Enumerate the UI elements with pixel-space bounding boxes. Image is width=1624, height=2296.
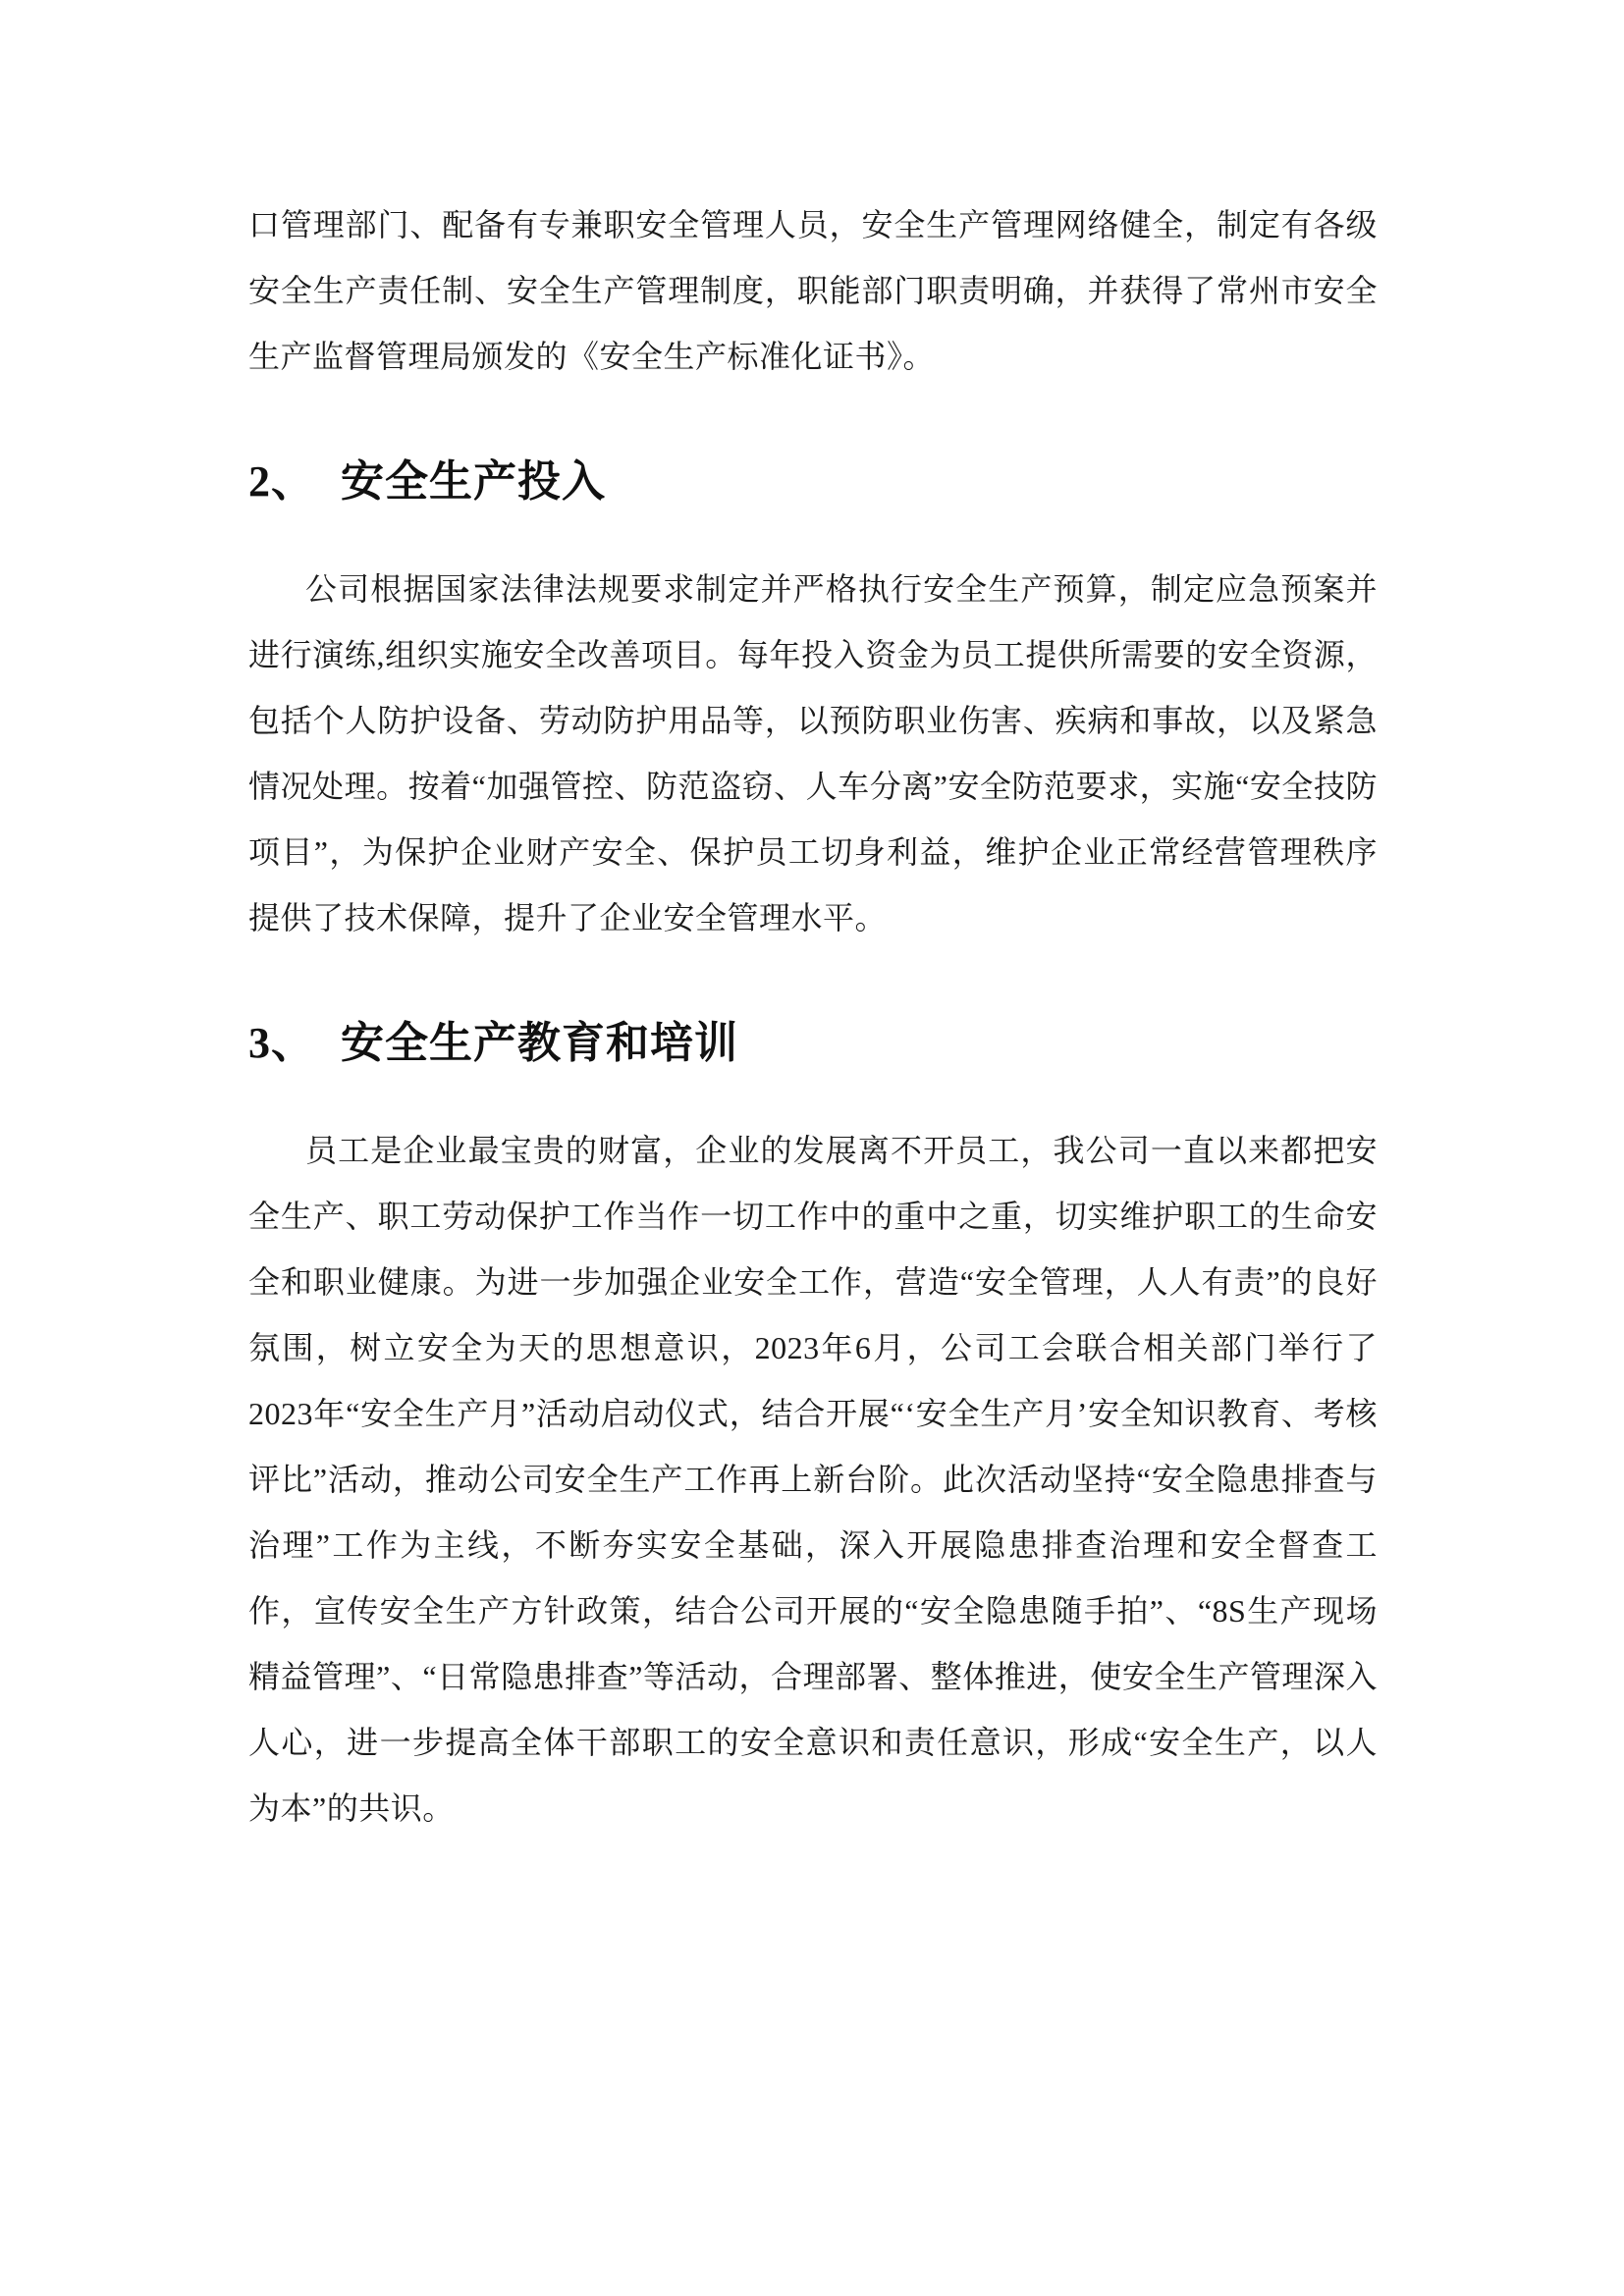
section-3-title: 安全生产教育和培训 [341, 1019, 738, 1067]
section-3-body: 员工是企业最宝贵的财富，企业的发展离不开员工，我公司一直以来都把安全生产、职工劳动保护工作当作一切工作中的重中之重，切实维护职工的生命安全和职业健康。为进一步加强企业安全工作，营造“安全管理，人人有责”的良好氛围，树立安全为天的思想意识，2023年6月，公司工会联合相关部门举行了2023年“安全生产月”活动启动仪式，结合开展“‘安全生产月’安全知识教育、考核评比”活动，推动公司安全生产工作再上新台阶。此次活动坚持“安全隐患排查与治理”工作为主线，不断夯实安全基础，深入开展隐患排查治理和安全督查工作，宣传安全生产方针政策，结合公司开展的“安全隐患随手拍”、“8S生产现场精益管理”、“日常隐患排查”等活动，合理部署、整体推进，使安全生产管理深入人心，进一步提高全体干部职工的安全意识和责任意识，形成“安全生产，以人为本”的共识。 [248, 1133, 1378, 1826]
intro-paragraph: 口管理部门、配备有专兼职安全管理人员，安全生产管理网络健全，制定有各级安全生产责任制、安全生产管理制度，职能部门职责明确，并获得了常州市安全生产监督管理局颁发的《安全生产标准化证书》。 [248, 207, 1378, 374]
section-2-number: 2、 [248, 457, 315, 506]
section-3-number: 3、 [248, 1019, 315, 1067]
section-3-heading [248, 1012, 1378, 1075]
section-2-title: 安全生产投入 [341, 457, 606, 506]
section-2-body: 公司根据国家法律法规要求制定并严格执行安全生产预算，制定应急预案并进行演练,组织实施安全改善项目。每年投入资金为员工提供所需要的安全资源，包括个人防护设备、劳动防护用品等，以预防职业伤害、疾病和事故，以及紧急情况处理。按着“加强管控、防范盗窃、人车分离”安全防范要求，实施“安全技防项目”，为保护企业财产安全、保护员工切身利益，维护企业正常经营管理秩序提供了技术保障，提升了企业安全管理水平。 [248, 571, 1378, 935]
section-2-heading [248, 451, 1378, 513]
